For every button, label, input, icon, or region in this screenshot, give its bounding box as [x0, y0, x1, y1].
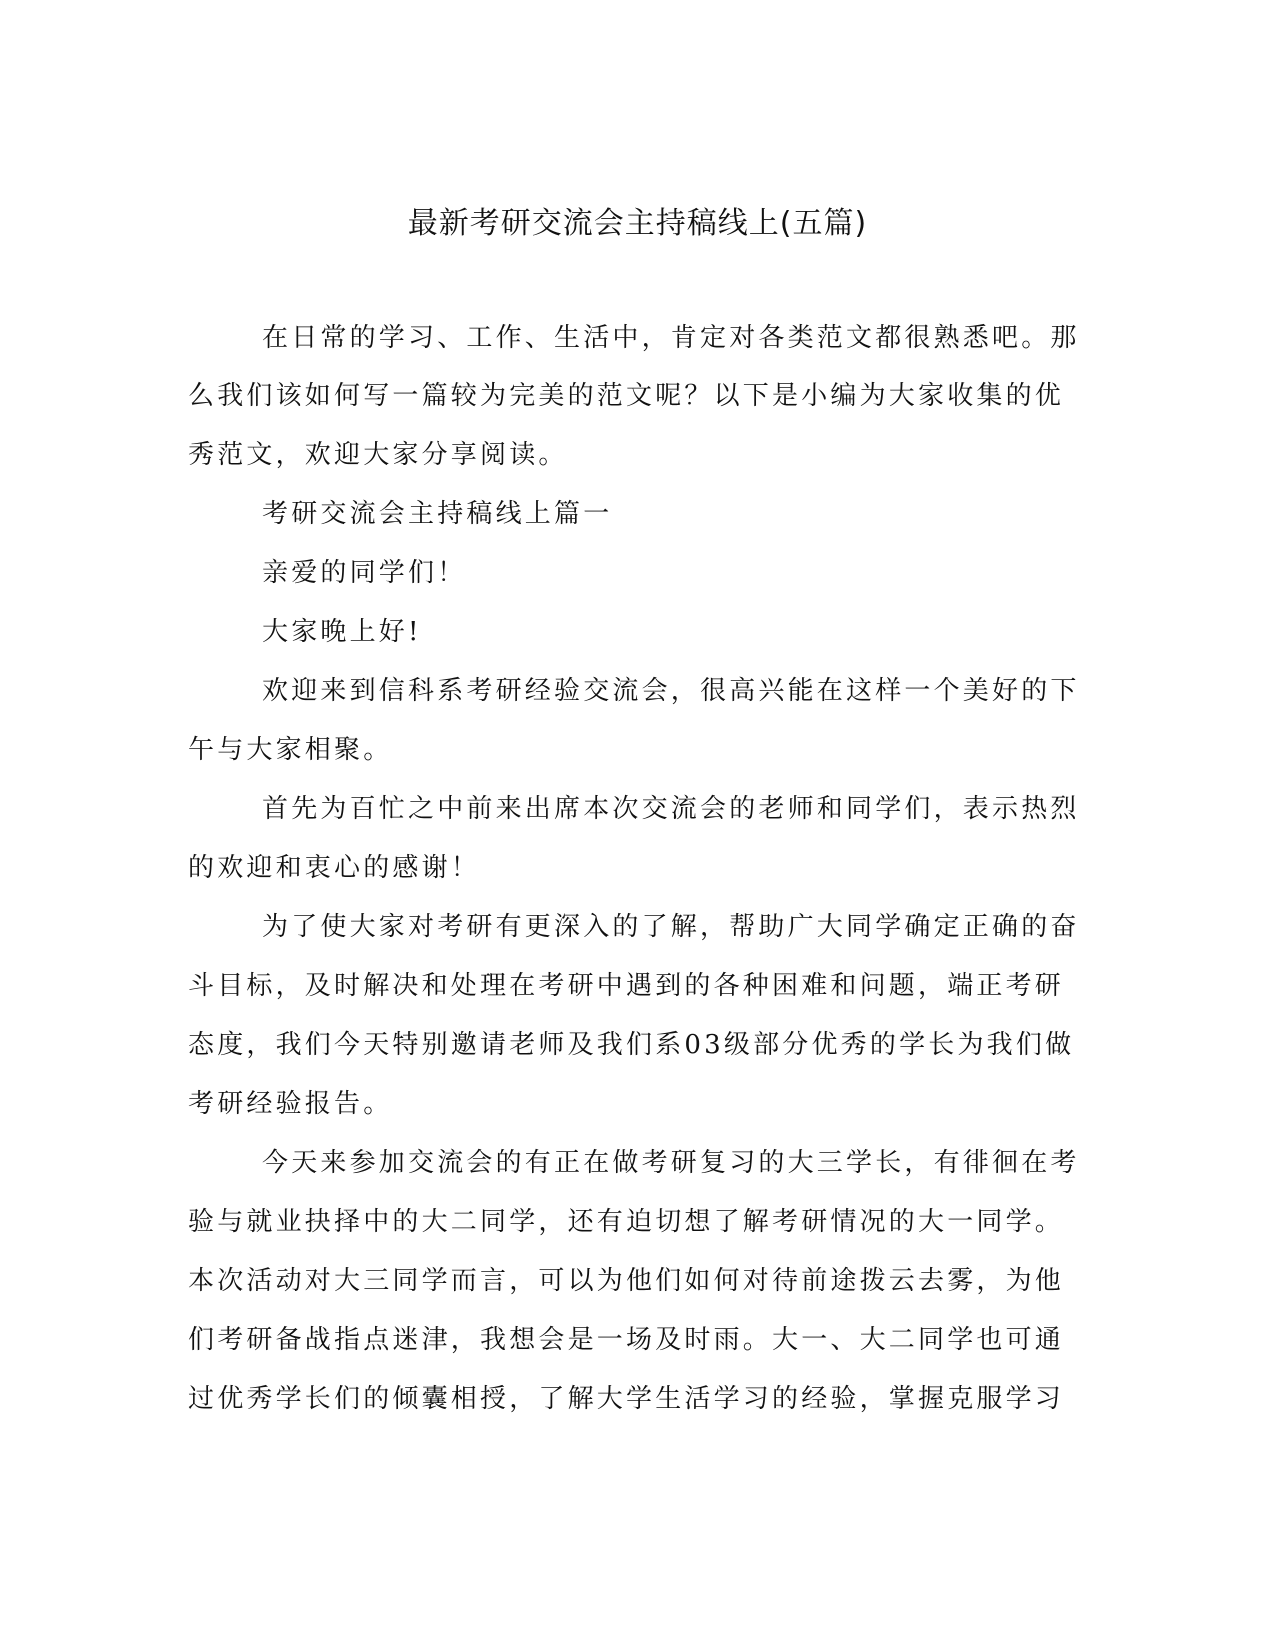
paragraph-line: 本次活动对大三同学而言，可以为他们如何对待前途拨云去雾，为他 — [188, 1266, 1065, 1296]
paragraph-line: 考研经验报告。 — [188, 1089, 393, 1119]
paragraph-line: 斗目标，及时解决和处理在考研中遇到的各种困难和问题，端正考研 — [188, 971, 1065, 1001]
paragraph-line: 大家晚上好! — [262, 617, 422, 647]
paragraph-line: 在日常的学习、工作、生活中，肯定对各类范文都很熟悉吧。那 — [262, 323, 1080, 353]
paragraph-line: 首先为百忙之中前来出席本次交流会的老师和同学们，表示热烈 — [262, 794, 1080, 824]
paragraph-line: 们考研备战指点迷津，我想会是一场及时雨。大一、大二同学也可通 — [188, 1325, 1065, 1355]
paragraph-line: 么我们该如何写一篇较为完美的范文呢？以下是小编为大家收集的优 — [188, 381, 1065, 411]
paragraph-line: 验与就业抉择中的大二同学，还有迫切想了解考研情况的大一同学。 — [188, 1207, 1065, 1237]
paragraph-line: 过优秀学长们的倾囊相授，了解大学生活学习的经验，掌握克服学习 — [188, 1384, 1065, 1414]
section-heading: 考研交流会主持稿线上篇一 — [262, 499, 613, 529]
paragraph-line: 欢迎来到信科系考研经验交流会，很高兴能在这样一个美好的下 — [262, 676, 1080, 706]
paragraph-line: 的欢迎和衷心的感谢！ — [188, 853, 481, 883]
paragraph-line: 亲爱的同学们！ — [262, 558, 467, 588]
paragraph-line: 秀范文，欢迎大家分享阅读。 — [188, 440, 568, 470]
paragraph-line: 为了使大家对考研有更深入的了解，帮助广大同学确定正确的奋 — [262, 912, 1080, 942]
document-title: 最新考研交流会主持稿线上(五篇) — [407, 206, 868, 241]
paragraph-line: 午与大家相聚。 — [188, 735, 393, 765]
paragraph-line: 态度，我们今天特别邀请老师及我们系03级部分优秀的学长为我们做 — [188, 1030, 1075, 1060]
paragraph-line: 今天来参加交流会的有正在做考研复习的大三学长，有徘徊在考 — [262, 1148, 1080, 1178]
